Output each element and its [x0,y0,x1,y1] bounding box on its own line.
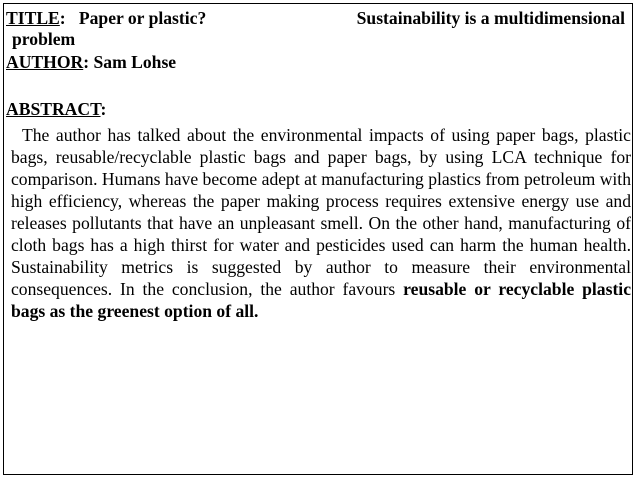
abstract-sep: : [100,99,107,119]
abstract-body: The author has talked about the environmental impacts of using paper bags, plastic bags, reusable/recyclable plastic bags and paper bags, by using LCA technique for comparison. Humans have become adept at manufacturing plastics from petroleum with high efficiency, whereas the paper making process requires extensive energy use and releases pollutants that have an unpleasant smell. On the other hand, manufacturing of cloth bags has a high thirst for water and pesticides used can harm the human health. Sustainability metrics is suggested by author to measure their environmental consequences. In the conclusion, the author favours [11,125,631,299]
title-part2: Sustainability is a multidimensional [356,8,625,28]
abstract-heading [6,99,632,120]
author-value: : Sam Lohse [83,52,177,72]
title-part1: Paper or plastic? [78,8,207,28]
title-lead [6,8,206,29]
document-body [6,8,632,322]
title-continuation: problem [12,29,76,49]
abstract-conclusion: reusable or recyclable plastic bags as the greenest option of all. [11,279,632,321]
title-label: TITLE [6,8,60,28]
abstract-paragraph [6,124,631,322]
title-line [6,8,625,29]
title-sep: : [59,8,66,28]
author-line [6,52,632,73]
abstract-label: ABSTRACT [6,99,101,119]
author-label: AUTHOR [6,52,84,72]
